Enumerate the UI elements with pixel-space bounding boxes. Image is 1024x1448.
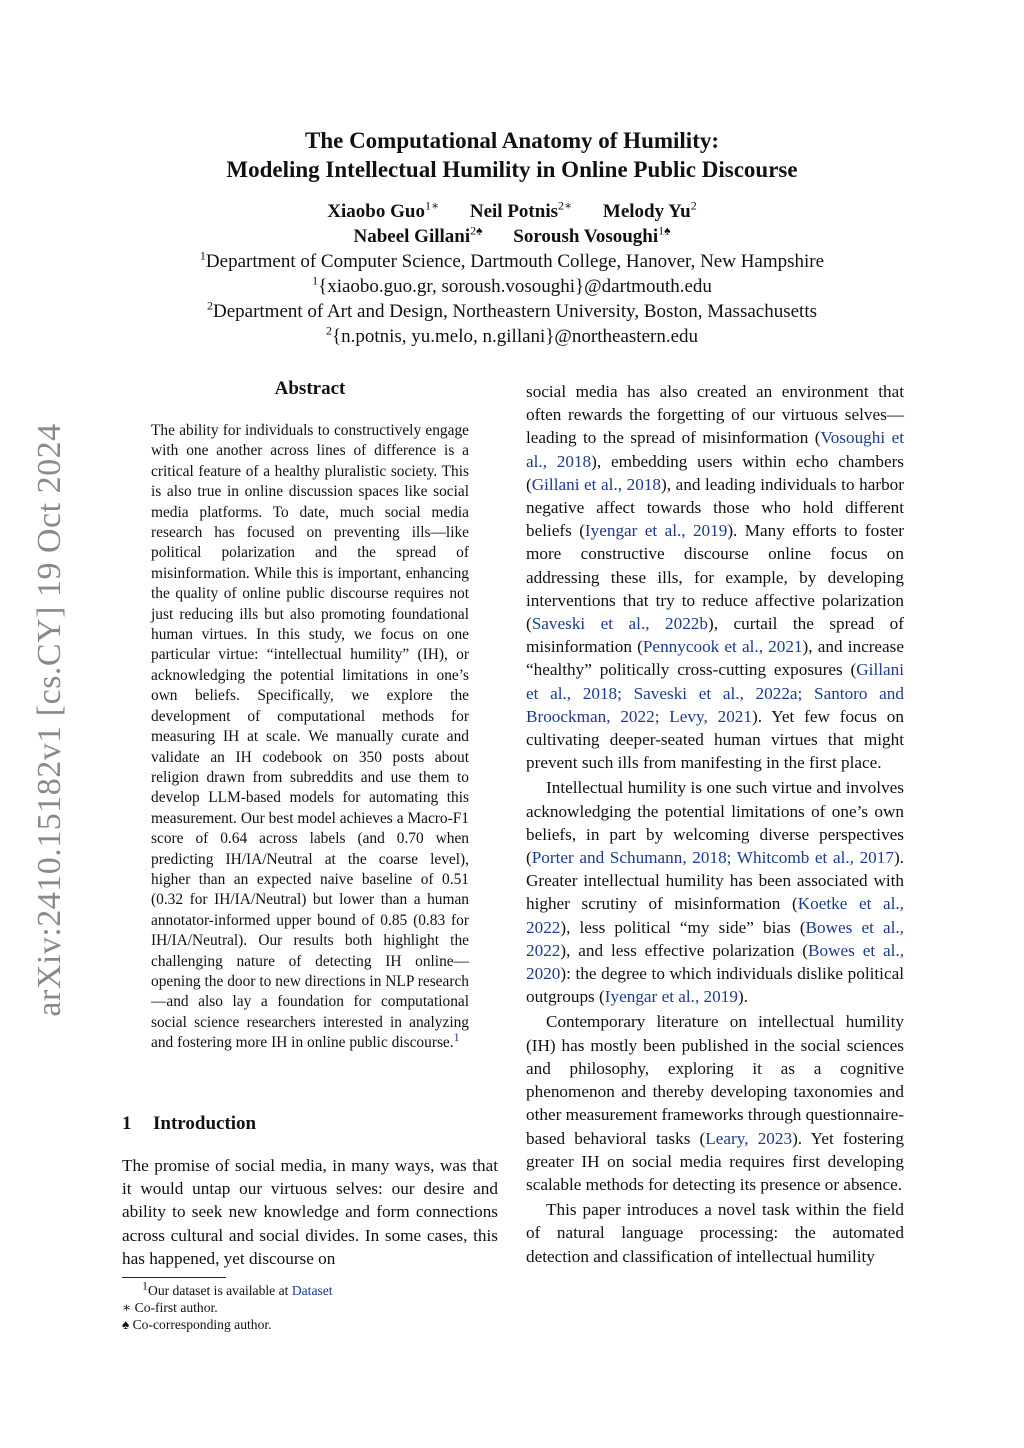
citation-link[interactable]: Saveski et al., 2022b <box>531 614 708 634</box>
right-column <box>526 380 904 1268</box>
footnote-cofirst: ∗ Co-first author. <box>122 1300 218 1315</box>
paragraph: The promise of social media, in many ways, was that it would untap our virtuous selves: our desire and ability to seek new knowledge and form connections across cultural and social divides. In some cases, this has happened, yet discourse on <box>122 1156 498 1268</box>
text-run: ), embedding users within echo chambers ( <box>526 451 904 494</box>
author-name: Nabeel Gillani <box>353 226 471 247</box>
footnote-cocorresponding: ♠ Co-corresponding author. <box>122 1317 272 1332</box>
dataset-link[interactable]: Dataset <box>291 1283 333 1298</box>
footnote-rule <box>122 1277 226 1278</box>
abstract-text: The ability for individuals to constructively engage with one another across lines of difference is a critical feature of a healthy pluralistic society. This is also true in online discussion spaces like social media platforms. To date, much social media research has focused on preventing ills—like political polarization and the spread of misinformation. While this is important, enhancing the quality of online public discourse requires not just reducing ills but also promoting foundational human virtues. In this study, we focus on one particular virtue: “intellectual humility” (IH), or acknowledging the potential limitations in one’s own beliefs. Specifically, we explore the development of computational methods for measuring IH at scale. We manually curate and validate an IH codebook on 350 posts about religion drawn from subreddits and use them to develop LLM-based models for automating this measurement. Our best model achieves a Macro-F1 score of 0.64 across labels (and 0.70 when predicting IH/IA/Neutral at the coarse level), higher than an expected naive baseline of 0.51 (0.32 for IH/IA/Neutral) but lower than a human annotator-informed upper bound of 0.85 (0.83 for IH/IA/Neutral). Our results both highlight the challenging nature of detecting IH online—opening the door to new directions in NLP research—and also lay a foundation for computational social science researchers interested in analyzing and fostering more IH in online public discourse. <box>151 422 469 1052</box>
citation-link[interactable]: Iyengar et al., 2019 <box>604 987 738 1007</box>
text-run: ). Many efforts to foster more constructive discourse online focus on addressing these ills, for example, by developing interventions that try to reduce affective polarization ( <box>526 521 905 634</box>
author-mark: 1∗ <box>424 198 440 213</box>
affiliation-mark: 1 <box>312 273 319 288</box>
footnote-link[interactable]: 1 <box>453 1030 460 1045</box>
author-block <box>0 199 1024 349</box>
paper-title <box>0 126 1024 184</box>
footnote-text: Our dataset is available at <box>148 1283 292 1298</box>
title-line-2: Modeling Intellectual Humility in Online Public Discourse <box>226 157 798 182</box>
author-name: Soroush Vosoughi <box>513 226 659 247</box>
affiliation-1 <box>0 249 1024 274</box>
author-mark: 2 <box>690 198 697 213</box>
text-run: Contemporary literature on intellectual humility (IH) has mostly been published in the social sciences and philosophy, exploring it as a cognitive phenomenon and thereby developing taxonomies and other measurement frameworks through questionnaire-based behavioral tasks ( <box>526 1012 904 1148</box>
affiliation-mark: 2 <box>325 323 332 338</box>
citation-link[interactable]: Vosoughi et al., 2018 <box>526 428 904 471</box>
text-run: This paper introduces a novel task within the field of natural language processing: the automated detection and classification of intellectual humility <box>526 1200 904 1266</box>
author-mark: 2♠ <box>470 223 483 238</box>
abstract-body <box>151 421 469 1054</box>
citation-link[interactable]: Porter and Schumann, 2018; Whitcomb et al., 2017 <box>531 848 894 868</box>
text-run: ). <box>737 987 748 1007</box>
text-run: Intellectual humility is one such virtue and involves acknowledging the potential limitations of one’s own beliefs, in part by welcoming diverse perspectives ( <box>526 778 904 868</box>
email-text: {xiaobo.guo.gr, soroush.vosoughi}@dartmouth.edu <box>318 276 712 297</box>
author-name: Xiaobo Guo <box>327 201 425 222</box>
citation-link[interactable]: Iyengar et al., 2019 <box>584 521 728 541</box>
affiliation-text: Department of Art and Design, Northeastern University, Boston, Massachusetts <box>212 301 817 322</box>
text-run: social media has also created an environment that often rewards the forgetting of our virtuous selves—leading to the spread of misinformation ( <box>526 382 904 448</box>
paragraph-3 <box>526 1010 904 1196</box>
arxiv-identifier: arXiv:2410.15182v1 [cs.CY] 19 Oct 2024 <box>31 423 68 1017</box>
author-mark: 1♠ <box>658 223 671 238</box>
paragraph-1 <box>526 380 904 774</box>
paragraph-2 <box>526 776 904 1008</box>
affiliation-mark: 2 <box>206 298 213 313</box>
citation-link[interactable]: Bowes et al., 2022 <box>526 917 904 960</box>
intro-left-column <box>122 1154 498 1270</box>
affiliation-mark: 1 <box>199 248 206 263</box>
author-row-2 <box>0 224 1024 249</box>
citation-link[interactable]: Bowes et al., 2020 <box>526 940 904 984</box>
citation-link[interactable]: Leary, 2023 <box>705 1128 793 1148</box>
text-run: ). Greater intellectual humility has been associated with higher scrutiny of misinformation ( <box>526 848 904 914</box>
paragraph-4 <box>526 1198 904 1268</box>
citation-link[interactable]: Gillani et al., 2018; Saveski et al., 2022a; Santoro and Broockman, 2022; Levy, 2021 <box>526 660 904 726</box>
text-run: ), and leading individuals to harbor negative affect towards those who hold different beliefs ( <box>526 474 904 541</box>
section-heading <box>122 1113 256 1135</box>
title-line-1: The Computational Anatomy of Humility: <box>304 128 720 153</box>
text-run: ): the degree to which individuals dislike political outgroups ( <box>526 964 904 1007</box>
email-text: {n.potnis, yu.melo, n.gillani}@northeastern.edu <box>331 326 699 347</box>
footnotes <box>122 1278 333 1333</box>
email-2 <box>0 324 1024 349</box>
author-mark: 2∗ <box>558 198 573 213</box>
author-row-1 <box>0 199 1024 224</box>
affiliation-2 <box>0 299 1024 324</box>
footnote-mark: 1 <box>142 1278 148 1293</box>
citation-link[interactable]: Gillani et al., 2018 <box>531 474 662 494</box>
text-run: ), and increase “healthy” politically cross-cutting exposures ( <box>526 637 904 680</box>
footnote-1 <box>122 1278 333 1299</box>
affiliation-text: Department of Computer Science, Dartmouth College, Hanover, New Hampshire <box>205 251 825 272</box>
text-run: ), and less effective polarization ( <box>560 940 809 960</box>
text-run: ). Yet fostering greater IH on social media requires first developing scalable methods for detecting its presence or absence. <box>526 1128 904 1194</box>
author-name: Melody Yu <box>602 201 691 222</box>
email-1 <box>0 274 1024 299</box>
section-title: Introduction <box>153 1113 257 1134</box>
text-run: ), less political “my side” bias ( <box>560 917 806 937</box>
author-name: Neil Potnis <box>469 201 558 222</box>
abstract-heading: Abstract <box>274 378 346 399</box>
citation-link[interactable]: Koetke et al., 2022 <box>526 894 904 937</box>
section-number: 1 <box>122 1113 132 1134</box>
citation-link[interactable]: Pennycook et al., 2021 <box>642 637 803 657</box>
text-run: ), curtail the spread of misinformation ( <box>526 614 904 657</box>
text-run: ). Yet few focus on cultivating deeper-seated human virtues that might prevent such ills from manifesting in the first place. <box>526 706 904 773</box>
